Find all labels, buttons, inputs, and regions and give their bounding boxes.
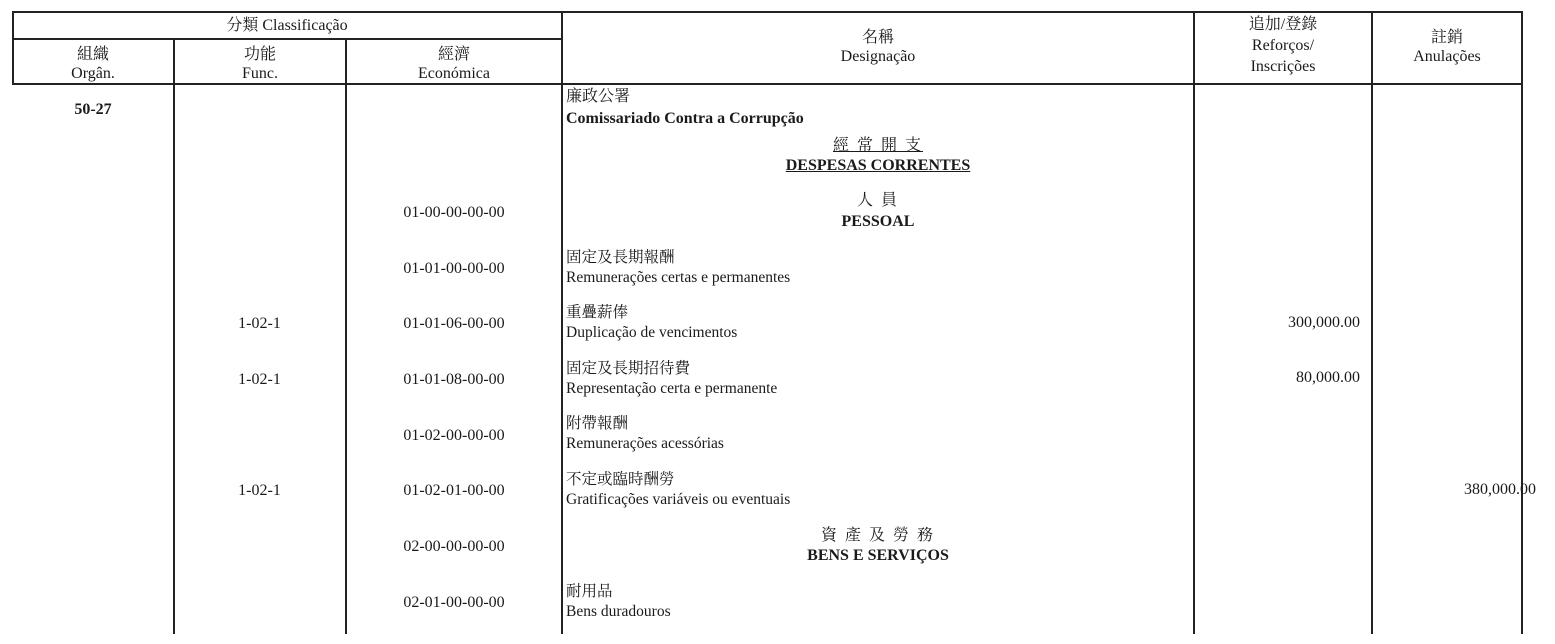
- row-econ-code: 01-01-00-00-00: [403, 260, 505, 277]
- row-econ-code: 01-01-08-00-00: [403, 371, 505, 388]
- row-econ-code: 01-02-01-00-00: [403, 482, 505, 499]
- row-desc-pt: Representação certa e permanente: [566, 380, 778, 397]
- top-border: [12, 11, 1522, 13]
- row-desc-pt: Duplicação de vencimentos: [566, 324, 738, 341]
- row-desc-zh: 附帶報酬: [566, 415, 629, 432]
- row-heading-zh: 人 員: [856, 192, 899, 209]
- section-current-zh: 經 常 開 支: [832, 137, 923, 154]
- row-anulacao-amount: 380,000.00: [1464, 481, 1536, 498]
- header-reforcos: [1194, 14, 1372, 77]
- header-func-zh: 功能: [243, 46, 276, 63]
- row-heading-zh: 資 產 及 勞 務: [820, 527, 935, 544]
- row-desc-pt: Remunerações certas e permanentes: [566, 269, 791, 286]
- header-classification: 分類 Classificação: [226, 17, 348, 34]
- row-desc-pt: Bens duradouros: [566, 603, 671, 620]
- row-econ-code: 01-01-06-00-00: [403, 315, 505, 332]
- header-name-zh: 名稱: [861, 29, 894, 46]
- row-desc-pt: Remunerações acessórias: [566, 435, 724, 452]
- header-func: [174, 45, 346, 83]
- row-reforco-amount: 300,000.00: [1288, 314, 1360, 331]
- header-organ-pt: Orgân.: [71, 65, 115, 82]
- row-desc-zh: 不定或臨時酬勞: [566, 471, 675, 488]
- section-current-pt: DESPESAS CORRENTES: [785, 157, 971, 174]
- row-func-code: 1-02-1: [238, 482, 281, 499]
- row-econ-code: 02-00-00-00-00: [403, 538, 505, 555]
- header-anulacoes: [1372, 28, 1522, 66]
- row-desc-zh: 耐用品: [566, 583, 613, 600]
- row-econ-code: 01-00-00-00-00: [403, 204, 505, 221]
- classification-divider: [12, 38, 562, 40]
- row-func-code: 1-02-1: [238, 371, 281, 388]
- row-econ-code: 01-02-00-00-00: [403, 427, 505, 444]
- row-reforco-amount: 80,000.00: [1296, 369, 1360, 386]
- header-anulacoes-pt: Anulações: [1413, 48, 1481, 65]
- header-func-pt: Func.: [242, 65, 278, 82]
- header-bottom-border: [12, 83, 1522, 85]
- header-reforcos-pt2: Inscrições: [1250, 58, 1316, 75]
- entity-name-pt: Comissariado Contra a Corrupção: [566, 110, 804, 127]
- entity-name-zh: 廉政公署: [566, 88, 631, 105]
- row-heading-pt: PESSOAL: [841, 213, 915, 230]
- header-reforcos-pt1: Reforços/: [1251, 37, 1315, 54]
- header-name: [562, 28, 1194, 66]
- header-econ: [346, 45, 562, 83]
- header-organ-zh: 組織: [76, 46, 109, 63]
- header-anulacoes-zh: 註銷: [1430, 29, 1463, 46]
- header-reforcos-zh: 追加/登錄: [1248, 16, 1318, 33]
- row-heading-pt: BENS E SERVIÇOS: [807, 547, 949, 564]
- row-desc-pt: Gratificações variáveis ou eventuais: [566, 491, 791, 508]
- row-desc-zh: 固定及長期招待費: [566, 360, 691, 377]
- header-econ-zh: 經濟: [437, 46, 470, 63]
- row-desc-zh: 重疊薪俸: [566, 304, 629, 321]
- header-organ: [12, 45, 174, 83]
- header-econ-pt: Económica: [418, 65, 490, 82]
- header-name-pt: Designação: [840, 48, 916, 65]
- row-func-code: 1-02-1: [238, 315, 281, 332]
- right-border: [1521, 11, 1523, 634]
- entity-organ-code: 50-27: [74, 101, 112, 118]
- row-econ-code: 02-01-00-00-00: [403, 594, 505, 611]
- col-divider-organ: [173, 38, 175, 634]
- row-desc-zh: 固定及長期報酬: [566, 249, 675, 266]
- col-divider-reforcos: [1371, 11, 1373, 634]
